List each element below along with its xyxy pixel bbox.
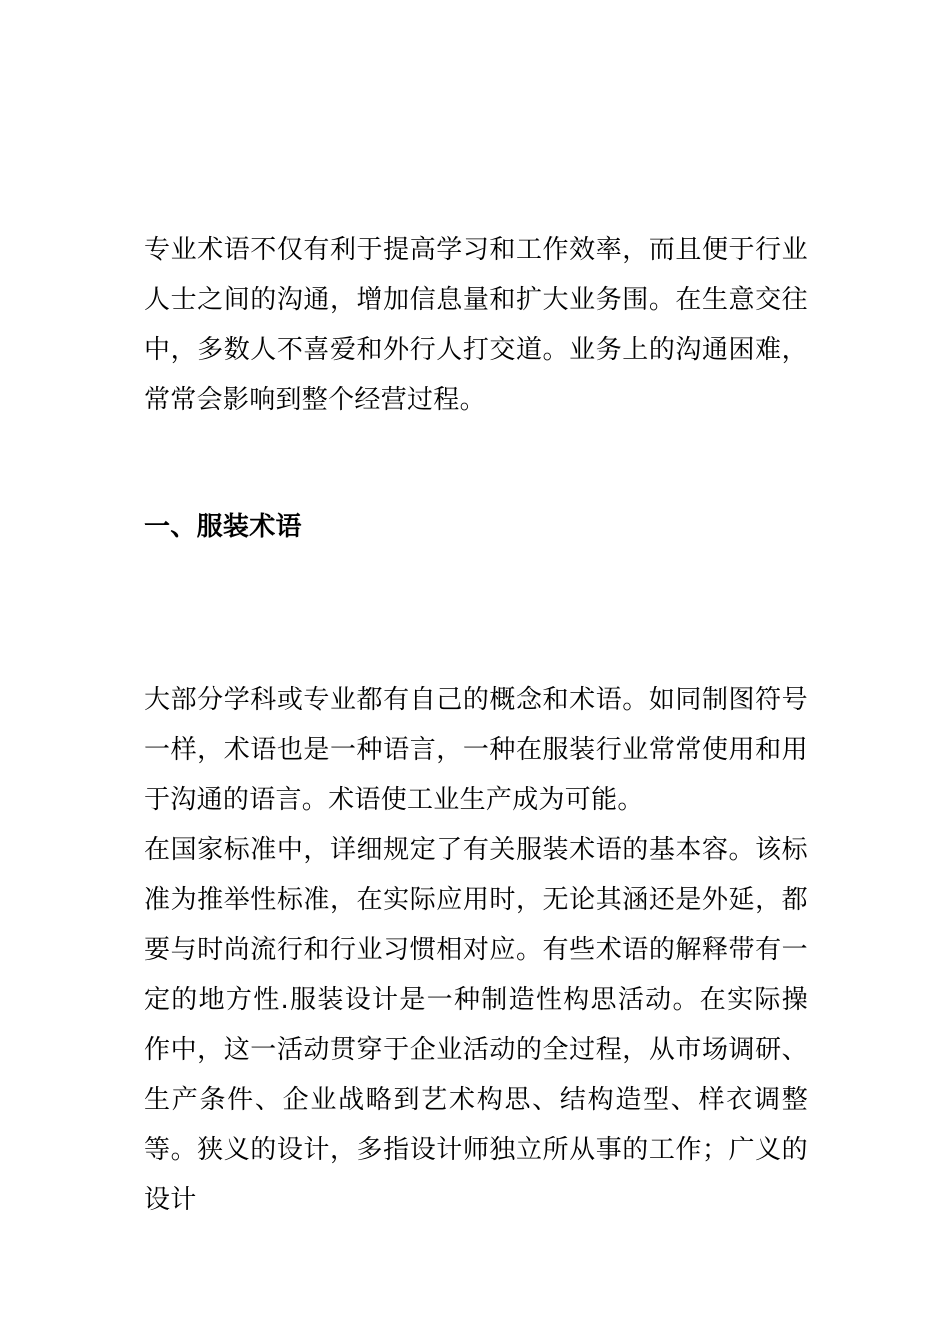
body-paragraph-1: 大部分学科或专业都有自己的概念和术语。如同制图符号一样，术语也是一种语言，一种在服装行业常常使用和用于沟通的语言。术语使工业生产成为可能。 (144, 685, 808, 815)
body-paragraph-2: 在国家标准中，详细规定了有关服装术语的基本容。该标准为推举性标准，在实际应用时，无论其涵还是外延，都要与时尚流行和行业习惯相对应。有些术语的解释带有一定的地方性.服装设计是一种制造性构思活动。在实际操作中，这一活动贯穿于企业活动的全过程，从市场调研、生产条件、企业战略到艺术构思、结构造型、样衣调整等。狭义的设计，多指设计师独立所从事的工作；广义的设计 (144, 835, 808, 1215)
section-heading: 一、服装术语 (144, 512, 302, 542)
intro-paragraph: 专业术语不仅有利于提高学习和工作效率，而且便于行业人士之间的沟通，增加信息量和扩大业务围。在生意交往中，多数人不喜爱和外行人打交道。业务上的沟通困难，常常会影响到整个经营过程。 (144, 235, 808, 415)
